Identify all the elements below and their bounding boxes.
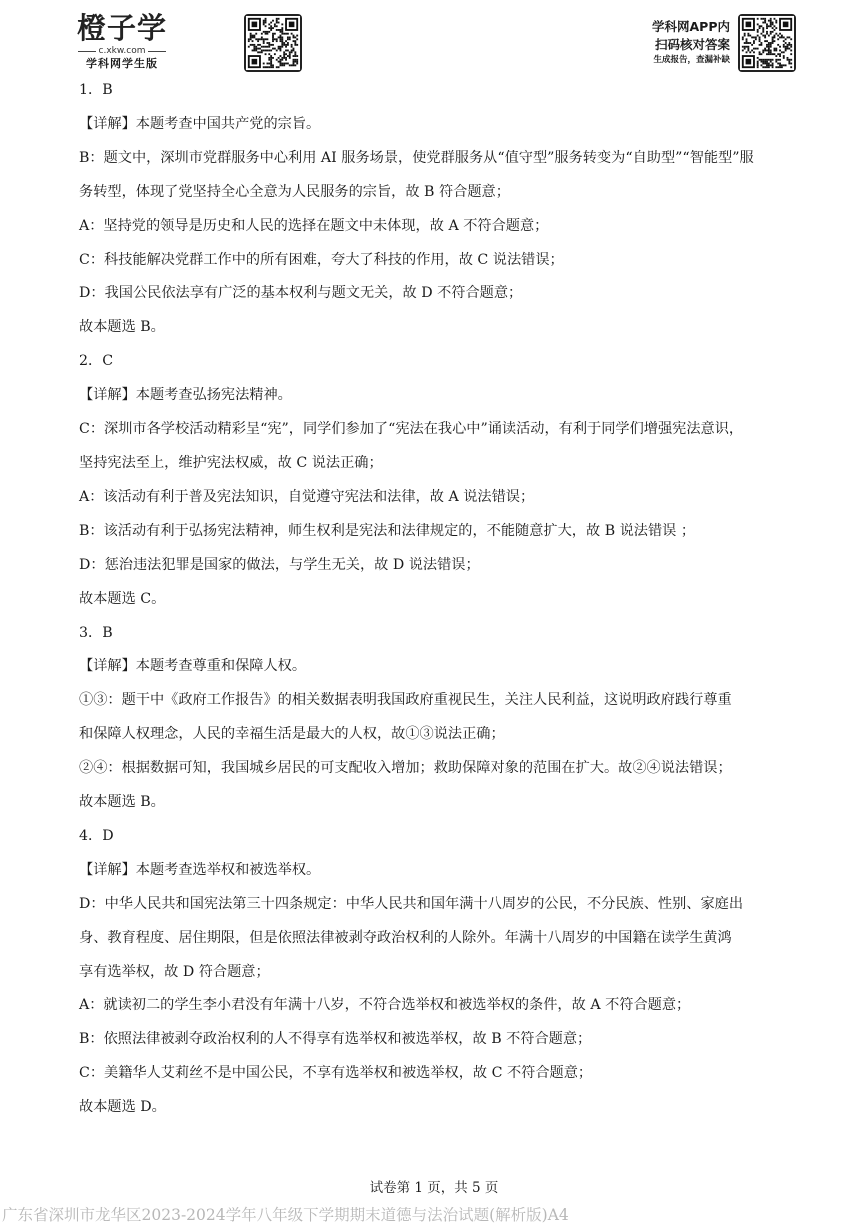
text-line: ②④：根据数据可知，我国城乡居民的可支配收入增加；救助保障对象的范围在扩大。故②④说法错误； bbox=[79, 760, 732, 777]
divider bbox=[148, 51, 166, 52]
text-line: 故本题选 B。 bbox=[79, 319, 165, 336]
text-line: 【详解】本题考查弘扬宪法精神。 bbox=[79, 387, 292, 404]
text-line: 故本题选 D。 bbox=[79, 1099, 166, 1116]
text-line: C：美籍华人艾莉丝不是中国公民，不享有选举权和被选举权，故 C 不符合题意； bbox=[79, 1065, 593, 1082]
text-line: D：惩治违法犯罪是国家的做法，与学生无关，故 D 说法错误； bbox=[79, 556, 480, 573]
divider bbox=[78, 51, 96, 52]
text-line: 【详解】本题考查尊重和保障人权。 bbox=[79, 658, 307, 675]
app-note: 生成报告，查漏补缺 bbox=[653, 55, 730, 65]
qr-code-icon bbox=[244, 14, 302, 72]
brand-header bbox=[72, 12, 242, 74]
text-line: C：科技能解决党群工作中的所有困难，夸大了科技的作用，故 C 说法错误； bbox=[79, 251, 564, 268]
text-line: D：我国公民依法享有广泛的基本权利与题文无关，故 D 不符合题意； bbox=[79, 285, 523, 302]
text-line: 享有选举权，故 D 符合题意； bbox=[79, 963, 270, 980]
text-line: 故本题选 B。 bbox=[79, 794, 165, 811]
text-line: A：就读初二的学生李小君没有年满十八岁，不符合选举权和被选举权的条件，故 A 不符合题意； bbox=[79, 997, 691, 1014]
text-line: 故本题选 C。 bbox=[79, 590, 166, 607]
page-number: 试卷第 1 页，共 5 页 bbox=[369, 1180, 499, 1196]
text-line: 身、教育程度、居住期限，但是依照法律被剥夺政治权利的人除外。年满十八周岁的中国籍在读学生黄鸿 bbox=[79, 929, 732, 946]
text-line: C：深圳市各学校活动精彩呈“宪”，同学们参加了“宪法在我心中”诵读活动，有利于同学们增强宪法意识， bbox=[79, 421, 744, 438]
brand-logo: 橙子学 bbox=[76, 11, 167, 45]
text-line: 2．C bbox=[79, 353, 114, 370]
answer-explanations bbox=[79, 74, 801, 1125]
brand-logo-block bbox=[72, 12, 172, 74]
brand-subtitle: 学科网学生版 bbox=[86, 57, 158, 70]
document-source-watermark: 广东省深圳市龙华区2023-2024学年八年级下学期期末道德与法治试题(解析版)A4 bbox=[2, 1206, 569, 1224]
app-scan-label: 扫码核对答案 bbox=[654, 37, 730, 52]
text-line: B：该活动有利于弘扬宪法精神，师生权利是宪法和法律规定的，不能随意扩大，故 B 说法错误 ； bbox=[79, 522, 696, 539]
text-line: 务转型，体现了党坚持全心全意为人民服务的宗旨，故 B 符合题意； bbox=[79, 183, 510, 200]
app-promo-text bbox=[652, 18, 730, 67]
text-line: A：该活动有利于普及宪法知识，自觉遵守宪法和法律，故 A 说法错误； bbox=[79, 488, 535, 505]
text-line: ①③：题干中《政府工作报告》的相关数据表明我国政府重视民生，关注人民利益，这说明政府践行尊重 bbox=[79, 692, 732, 709]
qr-code-icon bbox=[738, 14, 796, 72]
text-line: 4．D bbox=[79, 827, 114, 844]
text-line: A：坚持党的领导是历史和人民的选择在题文中未体现，故 A 不符合题意； bbox=[79, 217, 549, 234]
qr-code-graphic bbox=[740, 16, 794, 70]
text-line: 和保障人权理念，人民的幸福生活是最大的人权，故①③说法正确； bbox=[79, 726, 505, 743]
text-line: 1．B bbox=[79, 82, 113, 98]
app-title: 学科网APP内 bbox=[652, 19, 730, 34]
text-line: 【详解】本题考查中国共产党的宗旨。 bbox=[79, 115, 321, 132]
brand-url-row bbox=[72, 46, 172, 56]
brand-url: c.xkw.com bbox=[98, 46, 146, 56]
qr-code-graphic bbox=[246, 16, 300, 70]
text-line: B：题文中，深圳市党群服务中心利用 AI 服务场景，使党群服务从“值守型”服务转变为“自助型”“智能型”服 bbox=[79, 149, 754, 166]
text-line: B：依照法律被剥夺政治权利的人不得享有选举权和被选举权，故 B 不符合题意； bbox=[79, 1031, 592, 1048]
text-line: 坚持宪法至上，维护宪法权威，故 C 说法正确； bbox=[79, 454, 383, 471]
text-line: D：中华人民共和国宪法第三十四条规定：中华人民共和国年满十八周岁的公民，不分民族、性别、家庭出 bbox=[79, 895, 744, 912]
answer-check-header bbox=[636, 12, 796, 74]
text-line: 3．B bbox=[79, 624, 113, 641]
text-line: 【详解】本题考查选举权和被选举权。 bbox=[79, 861, 321, 878]
